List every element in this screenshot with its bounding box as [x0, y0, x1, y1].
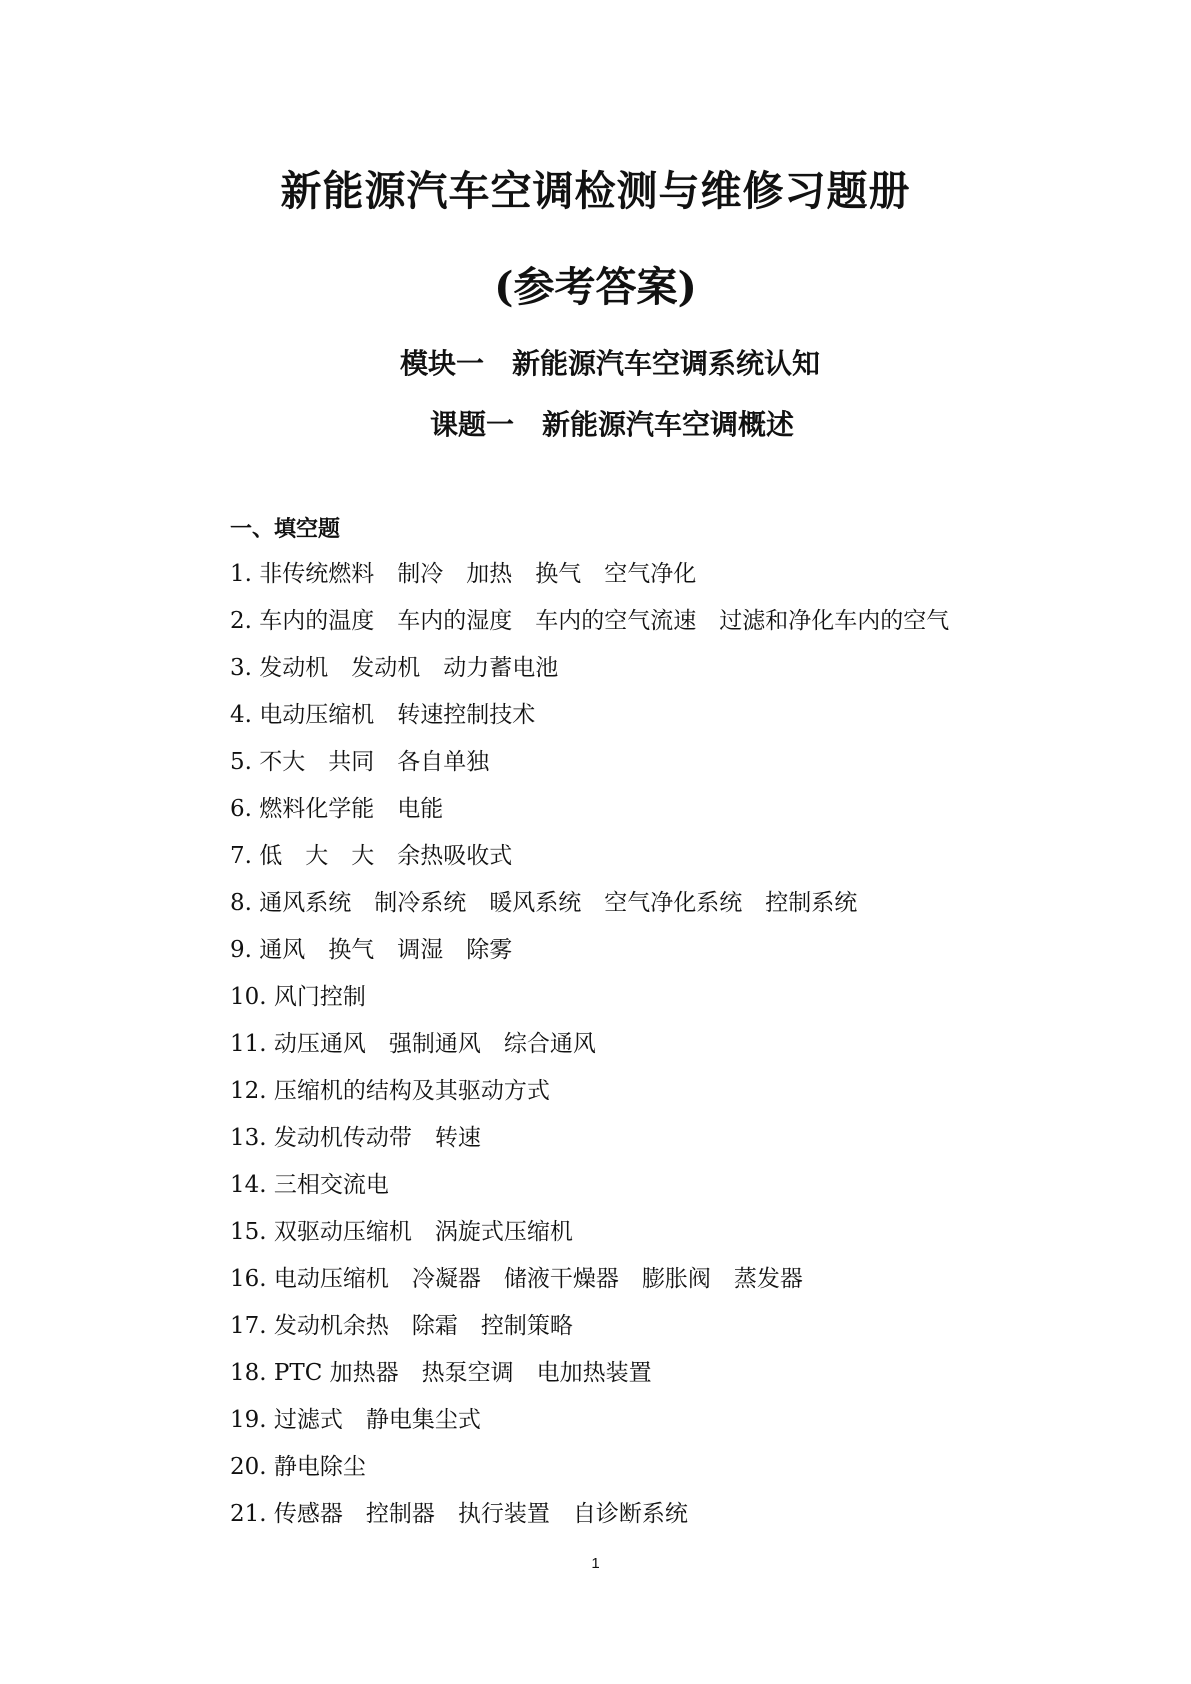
section-title: 一、填空题	[230, 516, 341, 542]
answer-item-17: 17. 发动机余热 除霜 控制策略	[230, 1313, 573, 1339]
answer-item-20: 20. 静电除尘	[230, 1454, 366, 1480]
module-heading: 模块一 新能源汽车空调系统认知	[400, 347, 821, 380]
document-subtitle: (参考答案)	[494, 263, 697, 311]
answer-item-5: 5. 不大 共同 各自单独	[230, 749, 490, 775]
answer-item-19: 19. 过滤式 静电集尘式	[230, 1407, 481, 1433]
answer-item-2: 2. 车内的温度 车内的湿度 车内的空气流速 过滤和净化车内的空气	[230, 608, 950, 634]
answer-item-1: 1. 非传统燃料 制冷 加热 换气 空气净化	[230, 561, 697, 587]
answer-item-10: 10. 风门控制	[230, 984, 366, 1010]
answer-item-16: 16. 电动压缩机 冷凝器 储液干燥器 膨胀阀 蒸发器	[230, 1266, 803, 1292]
answer-item-11: 11. 动压通风 强制通风 综合通风	[230, 1031, 596, 1057]
answer-item-12: 12. 压缩机的结构及其驱动方式	[230, 1078, 550, 1104]
answer-item-6: 6. 燃料化学能 电能	[230, 796, 444, 822]
answer-item-15: 15. 双驱动压缩机 涡旋式压缩机	[230, 1219, 573, 1245]
answer-item-18: 18. PTC 加热器 热泵空调 电加热装置	[230, 1360, 652, 1386]
page-number: 1	[591, 1555, 600, 1572]
answer-list	[230, 558, 1130, 1545]
document-title: 新能源汽车空调检测与维修习题册	[280, 167, 911, 215]
answer-item-3: 3. 发动机 发动机 动力蓄电池	[230, 655, 559, 681]
answer-item-9: 9. 通风 换气 调湿 除雾	[230, 937, 513, 963]
answer-item-4: 4. 电动压缩机 转速控制技术	[230, 702, 536, 728]
answer-item-13: 13. 发动机传动带 转速	[230, 1125, 481, 1151]
answer-item-21: 21. 传感器 控制器 执行装置 自诊断系统	[230, 1501, 688, 1527]
answer-item-14: 14. 三相交流电	[230, 1172, 389, 1198]
topic-heading: 课题一 新能源汽车空调概述	[430, 408, 795, 441]
answer-item-7: 7. 低 大 大 余热吸收式	[230, 843, 513, 869]
answer-item-8: 8. 通风系统 制冷系统 暖风系统 空气净化系统 控制系统	[230, 890, 858, 916]
